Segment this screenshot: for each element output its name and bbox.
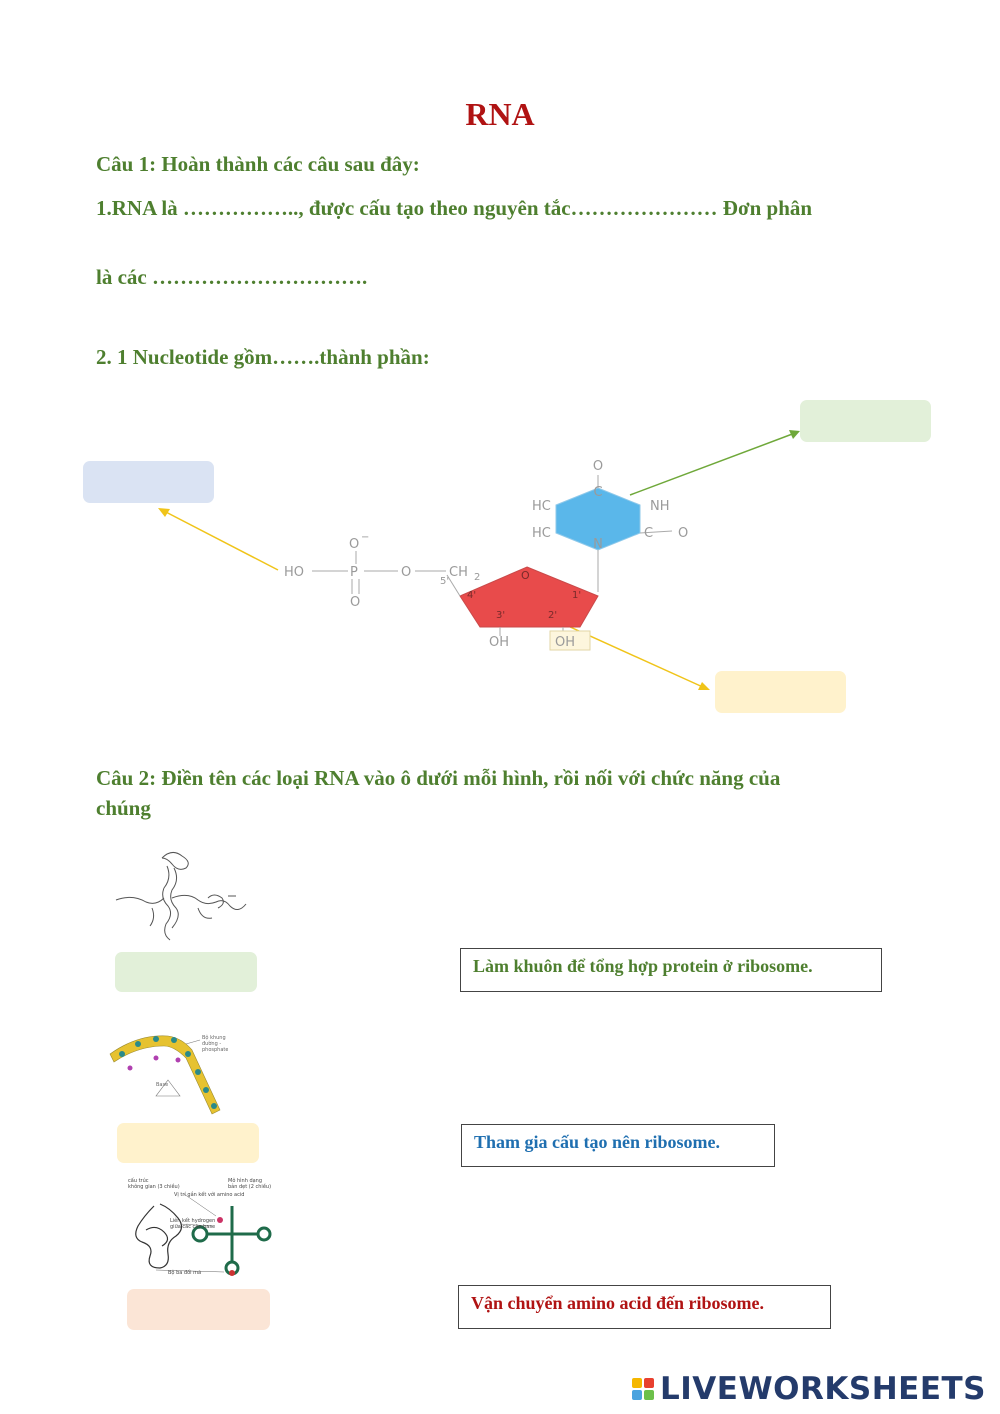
- trna-label-3d-title-2: không gian (3 chiều): [128, 1184, 180, 1190]
- label-c-top: C: [593, 485, 603, 500]
- label-ho: HO: [284, 565, 305, 580]
- brand-text: LIVEWORKSHEETS: [660, 1371, 986, 1407]
- label-c5: 5': [440, 576, 450, 587]
- label-ch2: CH: [449, 565, 468, 580]
- label-c4: 4': [467, 590, 477, 601]
- trna-label-3d-title-1: cấu trúc: [128, 1178, 149, 1184]
- trna-label-anticodon: Bộ ba đối mã: [168, 1270, 202, 1276]
- page-title: RNA: [465, 96, 535, 132]
- question-1-line-1: 1.RNA là …………….., được cấu tạo theo nguyên tắc………………… Đơn phân: [96, 196, 813, 220]
- trna-label-hbond-2: giữa các cặp base: [170, 1224, 216, 1230]
- question-2-heading-line-1: Câu 2: Điền tên các loại RNA vào ô dưới mỗi hình, rồi nối với chức năng của: [96, 766, 781, 790]
- liveworksheets-brand: [632, 1371, 986, 1407]
- question-1-part-2: 2. 1 Nucleotide gồm…….thành phần:: [96, 345, 430, 369]
- label-p: P: [350, 565, 358, 580]
- label-c3: 3': [496, 610, 506, 621]
- answer-box-rrna[interactable]: [115, 952, 257, 992]
- trna-illustration: [124, 1176, 274, 1280]
- label-nh: NH: [650, 499, 670, 514]
- label-hc-2: HC: [532, 526, 551, 541]
- trna-label-2d-title-1: Mô hình dạng: [228, 1178, 263, 1184]
- trna-label-hbond-1: Liên kết hydrogen: [170, 1218, 216, 1224]
- answer-box-trna[interactable]: [127, 1289, 270, 1330]
- mrna-illustration: [108, 1030, 228, 1116]
- function-box-amino-acid-transport[interactable]: Vận chuyển amino acid đến ribosome.: [458, 1285, 831, 1329]
- trna-label-2d-title-2: bản dẹt (2 chiều): [228, 1184, 272, 1190]
- trna-label-amino-acid-site: Vị trí gắn kết với amino acid: [174, 1192, 245, 1198]
- question-1-heading: Câu 1: Hoàn thành các câu sau đây:: [96, 152, 420, 176]
- question-2-heading-line-2: chúng: [96, 796, 151, 820]
- mrna-label-backbone-3: phosphate: [202, 1047, 228, 1053]
- label-minus: −: [361, 532, 370, 543]
- answer-box-mrna[interactable]: [117, 1123, 259, 1163]
- mrna-label-backbone-1: Bộ khung: [202, 1035, 226, 1041]
- label-c-right: C: [644, 526, 654, 541]
- label-oh-3: OH: [489, 635, 510, 650]
- mrna-label-base: Base: [156, 1082, 169, 1088]
- label-oh-2: OH: [555, 635, 576, 650]
- label-hc-1: HC: [532, 499, 551, 514]
- label-c2: 2': [548, 610, 558, 621]
- label-o-minus: O: [349, 537, 360, 552]
- label-o-right: O: [678, 526, 689, 541]
- label-o-bridge: O: [401, 565, 412, 580]
- function-box-ribosome-structure[interactable]: Tham gia cấu tạo nên ribosome.: [461, 1124, 775, 1167]
- mrna-label-backbone-2: đường -: [202, 1041, 222, 1047]
- label-o-top: O: [592, 459, 604, 474]
- nucleotide-structure-diagram: [0, 380, 1000, 740]
- liveworksheets-logo-icon: [632, 1378, 654, 1400]
- label-o-bottom: O: [350, 595, 361, 610]
- question-1-line-2: là các ………………………….: [96, 265, 368, 289]
- label-n: N: [593, 537, 603, 552]
- function-box-template[interactable]: Làm khuôn để tổng hợp protein ở ribosome.: [460, 948, 882, 992]
- label-ring-o: O: [521, 569, 530, 582]
- label-ch2-subscript: 2: [474, 572, 481, 583]
- rrna-illustration: [112, 848, 252, 944]
- label-c1: 1': [572, 590, 582, 601]
